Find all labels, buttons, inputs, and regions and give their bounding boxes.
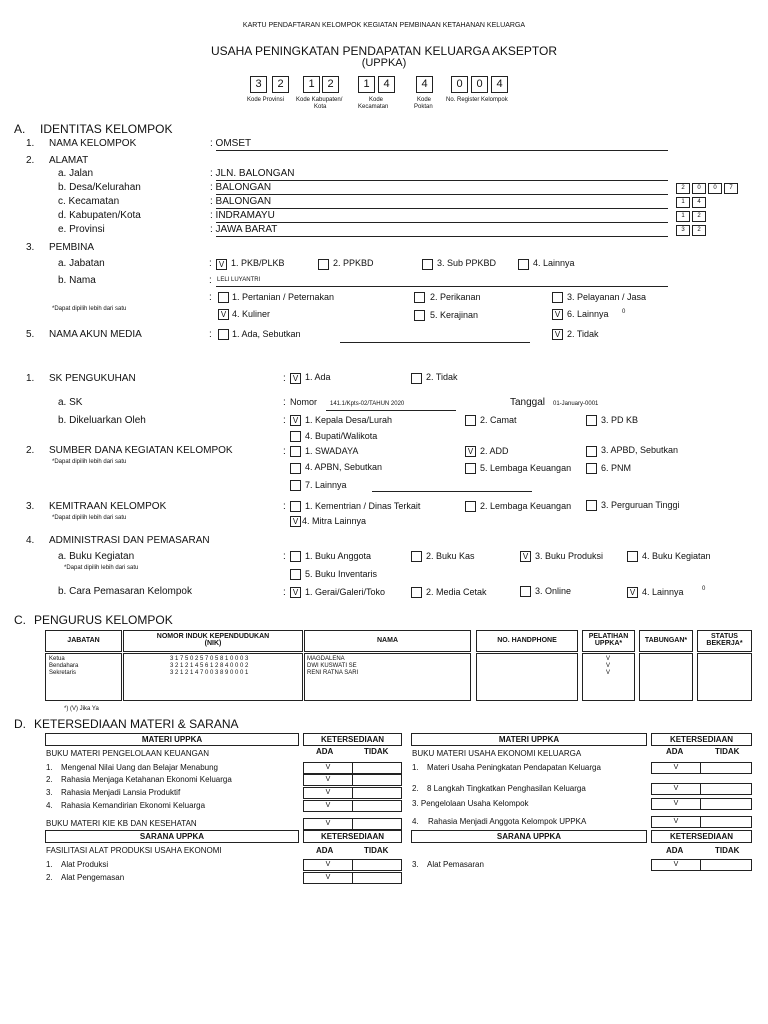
right-item-num: 4. [412, 817, 419, 826]
th-nik [123, 630, 303, 652]
akun-label: NAMA AKUN MEDIA [49, 329, 142, 340]
row-nama: DWI KUSWATI SE [307, 663, 357, 669]
code-kabupaten-digit: 2 [322, 76, 339, 93]
sumber-add-checkbox[interactable]: V [465, 446, 476, 457]
th-nik-text: NOMOR INDUK KEPENDUDUKAN [156, 633, 270, 640]
usaha-jasa-label: 3. Pelayanan / Jasa [567, 292, 647, 302]
sk-ada-checkbox[interactable]: V [290, 373, 301, 384]
buku-kegiatan-checkbox[interactable] [627, 551, 638, 562]
sarana-item-ada-cell[interactable]: V [303, 872, 353, 884]
sumber-apbn-label: 4. APBN, Sebutkan [305, 462, 383, 472]
left-item-label: Rahasia Kemandirian Ekonomi Keluarga [61, 801, 206, 810]
usaha-kuliner-label: 4. Kuliner [232, 309, 271, 319]
sk-a-label: a. SK [58, 397, 83, 408]
dikeluarkan-pdkb-label: 3. PD KB [601, 415, 639, 425]
left-group-title: BUKU MATERI PENGELOLAAN KEUANGAN [46, 749, 209, 758]
code-provinsi-digit: 3 [250, 76, 267, 93]
code-provinsi-digit: 2 [272, 76, 289, 93]
sarana-header-right: SARANA UPPKA [411, 830, 647, 843]
kabupaten-code-digit: 2 [692, 211, 706, 222]
kemitraan-pt-label: 3. Perguruan Tinggi [601, 500, 680, 510]
code-register-digit: 0 [471, 76, 488, 93]
left-item-label: Mengenal Nilai Uang dan Belajar Menabung [61, 763, 218, 772]
sarana-item-label: Alat Produksi [61, 860, 109, 869]
pemasaran-cetak-label: 2. Media Cetak [426, 587, 487, 597]
nama-pembina-underline [216, 286, 668, 287]
pemasaran-lainnya-note: 0 [702, 586, 706, 592]
section-c-title: PENGURUS KELOMPOK [34, 613, 173, 627]
provinsi-code-digit: 3 [676, 225, 690, 236]
sumber-lembaga-label: 5. Lembaga Keuangan [480, 463, 572, 473]
kemitraan-kementrian-label: 1. Kementrian / Dinas Terkait [305, 501, 421, 511]
alamat-num: 2. [26, 155, 35, 166]
left-group2-tidak-cell[interactable] [352, 818, 402, 830]
jabatan-ppkbd-checkbox[interactable] [318, 259, 329, 270]
desa-code-digit: 0 [692, 183, 706, 194]
kemitraan-note: *Dapat dipilih lebih dari satu [52, 515, 127, 521]
pembina-note: *Dapat dipilih lebih dari satu [52, 306, 127, 312]
jalan-underline [216, 180, 668, 181]
code-label: Kecamatan [358, 104, 389, 110]
usaha-pertanian-label: 1. Pertanian / Peternakan [232, 292, 335, 302]
nama-pembina-value: LELI LUYANTRI [217, 277, 261, 283]
row-jabatan: Bendahara [49, 663, 79, 669]
ketersediaan-header-left: KETERSEDIAAN [303, 733, 402, 746]
admin-num: 4. [26, 535, 35, 546]
section-a-letter: A. [14, 122, 26, 136]
sarana-header-left: SARANA UPPKA [45, 830, 299, 843]
kecamatan-label: c. Kecamatan [58, 196, 120, 207]
code-label: Kode Kabupaten/ [296, 97, 343, 103]
form-title: USAHA PENINGKATAN PENDAPATAN KELUARGA AKSEPTOR [210, 44, 558, 58]
th-nama-text: NAMA [377, 637, 398, 644]
sk-num: 1. [26, 373, 35, 384]
th-status [697, 630, 752, 652]
nama-pembina-label: b. Nama [58, 275, 96, 286]
th-jabatan-text: JABATAN [67, 637, 100, 644]
code-label: No. Register Kelompok [446, 97, 508, 103]
kecamatan-code-digit: 1 [676, 197, 690, 208]
sumber-apbd-label: 3. APBD, Sebutkan [601, 445, 679, 455]
th-tabungan-text: TABUNGAN* [644, 637, 688, 644]
sumber-num: 2. [26, 445, 35, 456]
row-pelatihan: V [606, 670, 611, 676]
provinsi-code-digit: 2 [692, 225, 706, 236]
right-item-num: 2. [412, 784, 419, 793]
sumber-label: SUMBER DANA KEGIATAN KELOMPOK [49, 445, 233, 456]
sarana-item-tidak-cell[interactable] [700, 859, 752, 871]
colon: : [283, 551, 286, 562]
buku-kegiatan-opt-label: 4. Buku Kegiatan [642, 551, 711, 561]
th-pelatihan [582, 630, 635, 652]
kabupaten-code-digit: 1 [676, 211, 690, 222]
desa-code-digit: 0 [708, 183, 722, 194]
ada-header: ADA [316, 747, 334, 756]
sarana-item-tidak-cell[interactable] [352, 872, 402, 884]
nama-num: 1. [26, 138, 35, 149]
code-label: Kode [417, 97, 432, 103]
td-hp [476, 653, 578, 701]
sarana-ketersediaan-left: KETERSEDIAAN [303, 830, 402, 843]
code-label: Kode [369, 97, 384, 103]
akun-ada-checkbox[interactable] [218, 329, 229, 340]
right-item-ada-cell[interactable]: V [651, 762, 701, 774]
pemasaran-cetak-checkbox[interactable] [411, 587, 422, 598]
th-nik-text: (NIK) [204, 640, 222, 647]
admin-note: *Dapat dipilih lebih dari satu [64, 565, 139, 571]
row-nama: MAGDALENA [307, 656, 345, 662]
sk-tidak-label: 2. Tidak [426, 372, 458, 382]
right-item-ada-cell[interactable]: V [651, 816, 701, 828]
left-group2-title: BUKU MATERI KIE KB DAN KESEHATAN [46, 819, 197, 828]
code-label: Kota [314, 104, 327, 110]
kecamatan-value: : BALONGAN [210, 196, 272, 207]
pemasaran-online-checkbox[interactable] [520, 586, 531, 597]
buku-kegiatan-label: a. Buku Kegiatan [58, 551, 135, 562]
usaha-kuliner-checkbox[interactable]: V [218, 309, 229, 320]
kemitraan-label: KEMITRAAN KELOMPOK [49, 501, 167, 512]
dikeluarkan-bupati-label: 4. Bupati/Walikota [305, 431, 378, 441]
section-d-title: KETERSEDIAAN MATERI & SARANA [34, 717, 239, 731]
td-tabungan [639, 653, 693, 701]
sumber-lainnya-label: 7. Lainnya [305, 480, 347, 490]
sk-nomor-label: Nomor [290, 397, 318, 407]
desa-underline [216, 194, 668, 195]
right-item-label: Rahasia Menjadi Anggota Kelompok UPPKA [428, 817, 587, 826]
colon: : [283, 446, 286, 457]
right-item-num: 1. [412, 763, 419, 772]
left-item-num: 3. [46, 788, 53, 797]
jabatan-subppkbd-checkbox[interactable] [422, 259, 433, 270]
colon: : [209, 292, 212, 303]
akun-underline [340, 342, 530, 343]
desa-code-digit: 7 [724, 183, 738, 194]
kemitraan-mitra-checkbox[interactable]: V [290, 516, 301, 527]
section-a-title: IDENTITAS KELOMPOK [40, 122, 173, 136]
section-d-letter: D. [14, 717, 26, 731]
kemitraan-mitra-label: 4. Mitra Lainnya [302, 516, 367, 526]
kemitraan-lembaga-label: 2. Lembaga Keuangan [480, 501, 572, 511]
right-group-title: BUKU MATERI USAHA EKONOMI KELUARGA [412, 749, 582, 758]
ketersediaan-header-right: KETERSEDIAAN [651, 733, 752, 746]
right-item-ada-cell[interactable]: V [651, 798, 701, 810]
sk-label: SK PENGUKUHAN [49, 373, 136, 384]
colon: : [283, 415, 286, 426]
sk-b-label: b. Dikeluarkan Oleh [58, 415, 146, 426]
code-label: Kode Provinsi [247, 97, 285, 103]
sk-tanggal-value: 01-January-0001 [553, 401, 599, 407]
code-kecamatan-digit: 1 [358, 76, 375, 93]
sumber-swadaya-checkbox[interactable] [290, 446, 301, 457]
sumber-swadaya-label: 1. SWADAYA [305, 446, 359, 456]
ada-header: ADA [666, 846, 684, 855]
row-nik: 3 2 1 2 1 4 7 0 0 3 8 9 0 0 0 1 [170, 670, 249, 676]
code-kabupaten-digit: 1 [303, 76, 320, 93]
sarana-item-tidak-cell[interactable] [352, 859, 402, 871]
sarana-item-num: 1. [46, 860, 53, 869]
sumber-lainnya-checkbox[interactable] [290, 480, 301, 491]
buku-inventaris-label: 5. Buku Inventaris [305, 569, 378, 579]
usaha-lainnya-label: 6. Lainnya [567, 309, 609, 319]
sk-ada-label: 1. Ada [305, 372, 331, 382]
buku-produksi-checkbox[interactable]: V [520, 551, 531, 562]
buku-kas-label: 2. Buku Kas [426, 551, 475, 561]
desa-value: : BALONGAN [210, 182, 272, 193]
right-item-label: 8 Langkah Tingkatkan Penghasilan Keluarga [427, 784, 586, 793]
usaha-lainnya-note: 0 [622, 309, 626, 315]
code-label: Poktan [414, 104, 433, 110]
akun-ada-label: 1. Ada, Sebutkan [232, 329, 301, 339]
row-jabatan: Sekretaris [49, 670, 77, 676]
left-item-num: 4. [46, 801, 53, 810]
row-nik: 3 1 7 5 0 2 5 7 0 5 8 1 0 0 0 3 [170, 656, 249, 662]
dikeluarkan-camat-label: 2. Camat [480, 415, 517, 425]
pemasaran-label: b. Cara Pemasaran Kelompok [58, 586, 192, 597]
dikeluarkan-camat-checkbox[interactable] [465, 415, 476, 426]
alamat-label: ALAMAT [49, 155, 89, 166]
card-title: KARTU PENDAFTARAN KELOMPOK KEGIATAN PEMBINAAN KETAHANAN KELUARGA [242, 22, 526, 29]
usaha-lainnya-checkbox[interactable]: V [552, 309, 563, 320]
left-item-num: 2. [46, 775, 53, 784]
left-item-label: Rahasia Menjaga Ketahanan Ekonomi Keluarga [61, 775, 232, 784]
buku-anggota-label: 1. Buku Anggota [305, 551, 372, 561]
left-item-ada-cell[interactable]: V [303, 762, 353, 774]
row-pelatihan: V [606, 663, 611, 669]
row-nama: RENI RATNA SARI [307, 670, 359, 676]
materi-header-left: MATERI UPPKA [45, 733, 299, 746]
sarana-item-ada-cell[interactable]: V [651, 859, 701, 871]
nama-value: : OMSET [210, 138, 252, 149]
th-status-text: STATUS [711, 633, 738, 640]
sarana-item-num: 3. [412, 860, 419, 869]
sumber-note: *Dapat dipilih lebih dari satu [52, 459, 127, 465]
buku-inventaris-checkbox[interactable] [290, 569, 301, 580]
dikeluarkan-kades-label: 1. Kepala Desa/Lurah [305, 415, 393, 425]
pemasaran-online-label: 3. Online [535, 586, 572, 596]
jabatan-ppkbd-label: 2. PPKBD [333, 258, 374, 268]
buku-kas-checkbox[interactable] [411, 551, 422, 562]
th-pelatihan-text: UPPKA* [594, 640, 623, 647]
row-pelatihan: V [606, 656, 611, 662]
dikeluarkan-kades-checkbox[interactable]: V [290, 415, 301, 426]
pemasaran-gerai-label: 1. Gerai/Galeri/Toko [305, 587, 386, 597]
left-item-num: 1. [46, 763, 53, 772]
sarana-item-label: Alat Pemasaran [427, 860, 484, 869]
left-item-tidak-cell[interactable] [352, 762, 402, 774]
section-c-letter: C. [14, 613, 26, 627]
code-register-digit: 4 [491, 76, 508, 93]
right-item-tidak-cell[interactable] [700, 762, 752, 774]
tidak-header: TIDAK [715, 846, 740, 855]
kecamatan-underline [216, 208, 668, 209]
colon: : [283, 501, 286, 512]
pemasaran-lainnya-label: 4. Lainnya [642, 587, 684, 597]
provinsi-value: : JAWA BARAT [210, 224, 278, 235]
sumber-add-label: 2. ADD [480, 446, 509, 456]
sarana-group-title: FASILITASI ALAT PRODUKSI USAHA EKONOMI [46, 846, 222, 855]
sumber-pnm-label: 6. PNM [601, 463, 632, 473]
sumber-lembaga-checkbox[interactable] [465, 463, 476, 474]
pengurus-footnote: *) (V) Jika Ya [64, 706, 99, 712]
tidak-header: TIDAK [364, 846, 389, 855]
nama-label: NAMA KELOMPOK [49, 138, 137, 149]
kabupaten-underline [216, 222, 668, 223]
jalan-value: : JLN. BALONGAN [210, 168, 295, 179]
jalan-label: a. Jalan [58, 168, 94, 179]
sarana-item-num: 2. [46, 873, 53, 882]
nama-underline [216, 150, 668, 151]
dikeluarkan-pdkb-checkbox[interactable] [586, 415, 597, 426]
usaha-jasa-checkbox[interactable] [552, 292, 563, 303]
kabupaten-label: d. Kabupaten/Kota [58, 210, 141, 221]
tidak-header: TIDAK [364, 747, 389, 756]
left-group2-ada-cell[interactable]: V [303, 818, 353, 830]
th-nama [304, 630, 471, 652]
ada-header: ADA [316, 846, 334, 855]
desa-code-digit: 2 [676, 183, 690, 194]
code-kecamatan-digit: 4 [378, 76, 395, 93]
th-tabungan [639, 630, 693, 652]
usaha-perikanan-checkbox[interactable] [414, 292, 425, 303]
jabatan-lainnya-label: 4. Lainnya [533, 258, 575, 268]
sumber-apbn-checkbox[interactable] [290, 463, 301, 474]
right-item-tidak-cell[interactable] [700, 783, 752, 795]
left-item-tidak-cell[interactable] [352, 800, 402, 812]
right-item-ada-cell[interactable]: V [651, 783, 701, 795]
sarana-item-ada-cell[interactable]: V [303, 859, 353, 871]
colon: : [283, 587, 286, 598]
materi-header-right: MATERI UPPKA [411, 733, 647, 746]
colon: : [283, 397, 286, 408]
th-hp-text: NO. HANDPHONE [497, 637, 557, 644]
th-jabatan [45, 630, 122, 652]
akun-tidak-checkbox[interactable]: V [552, 329, 563, 340]
form-subtitle: (UPPKA) [361, 57, 407, 69]
code-poktan-digit: 4 [416, 76, 433, 93]
usaha-kerajinan-checkbox[interactable] [414, 310, 425, 321]
right-item-label: 3. Pengelolaan Usaha Kelompok [412, 799, 529, 808]
th-pelatihan-text: PELATIHAN [588, 633, 629, 640]
sk-tanggal-label: Tanggal [510, 397, 546, 408]
jabatan-subppkbd-label: 3. Sub PPKBD [437, 258, 497, 268]
sk-nomor-underline [326, 410, 456, 411]
buku-produksi-label: 3. Buku Produksi [535, 551, 604, 561]
akun-num: 5. [26, 329, 35, 340]
jabatan-lainnya-checkbox[interactable] [518, 259, 529, 270]
colon: : [209, 329, 212, 340]
code-register-digit: 0 [451, 76, 468, 93]
row-nik: 3 2 1 2 1 4 5 6 1 2 8 4 0 0 0 2 [170, 663, 249, 669]
sk-nomor-value: 141.1/Kpts-02/TAHUN 2020 [330, 401, 405, 407]
sumber-lainnya-underline [372, 491, 532, 492]
sumber-pnm-checkbox[interactable] [586, 463, 597, 474]
provinsi-label: e. Provinsi [58, 224, 105, 235]
jabatan-pkb-label: 1. PKB/PLKB [231, 258, 285, 268]
right-item-tidak-cell[interactable] [700, 816, 752, 828]
kemitraan-lembaga-checkbox[interactable] [465, 501, 476, 512]
dikeluarkan-bupati-checkbox[interactable] [290, 431, 301, 442]
left-item-ada-cell[interactable]: V [303, 787, 353, 799]
row-jabatan: Ketua [49, 656, 65, 662]
sarana-item-label: Alat Pengemasan [61, 873, 125, 882]
colon: : [209, 258, 212, 269]
colon: : [209, 275, 212, 286]
th-status-text: BEKERJA* [706, 640, 743, 647]
sarana-ketersediaan-right: KETERSEDIAAN [651, 830, 752, 843]
right-item-tidak-cell[interactable] [700, 798, 752, 810]
kemitraan-kementrian-checkbox[interactable] [290, 501, 301, 512]
ada-header: ADA [666, 747, 684, 756]
usaha-kerajinan-label: 5. Kerajinan [430, 310, 479, 320]
pembina-label: PEMBINA [49, 242, 95, 253]
left-item-ada-cell[interactable]: V [303, 800, 353, 812]
usaha-perikanan-label: 2. Perikanan [430, 292, 481, 302]
jabatan-pkb-checkbox[interactable]: V [216, 259, 227, 270]
left-item-tidak-cell[interactable] [352, 787, 402, 799]
pemasaran-gerai-checkbox[interactable]: V [290, 587, 301, 598]
admin-label: ADMINISTRASI DAN PEMASARAN [49, 535, 210, 546]
pembina-num: 3. [26, 242, 35, 253]
pemasaran-lainnya-checkbox[interactable]: V [627, 587, 638, 598]
provinsi-underline [216, 236, 668, 237]
buku-anggota-checkbox[interactable] [290, 551, 301, 562]
tidak-header: TIDAK [715, 747, 740, 756]
usaha-pertanian-checkbox[interactable] [218, 292, 229, 303]
sumber-apbd-checkbox[interactable] [586, 446, 597, 457]
akun-tidak-label: 2. Tidak [567, 329, 599, 339]
right-item-label: Materi Usaha Peningkatan Pendapatan Keluarga [427, 763, 601, 772]
jabatan-label: a. Jabatan [58, 258, 105, 269]
colon: : [283, 373, 286, 384]
kecamatan-code-digit: 4 [692, 197, 706, 208]
kemitraan-num: 3. [26, 501, 35, 512]
left-item-tidak-cell[interactable] [352, 774, 402, 786]
td-status [697, 653, 752, 701]
left-item-label: Rahasia Menjadi Lansia Produktif [61, 788, 181, 797]
th-hp [476, 630, 578, 652]
sk-tidak-checkbox[interactable] [411, 373, 422, 384]
left-item-ada-cell[interactable]: V [303, 774, 353, 786]
kabupaten-value: : INDRAMAYU [210, 210, 275, 221]
desa-label: b. Desa/Kelurahan [58, 182, 141, 193]
kemitraan-pt-checkbox[interactable] [586, 500, 597, 511]
